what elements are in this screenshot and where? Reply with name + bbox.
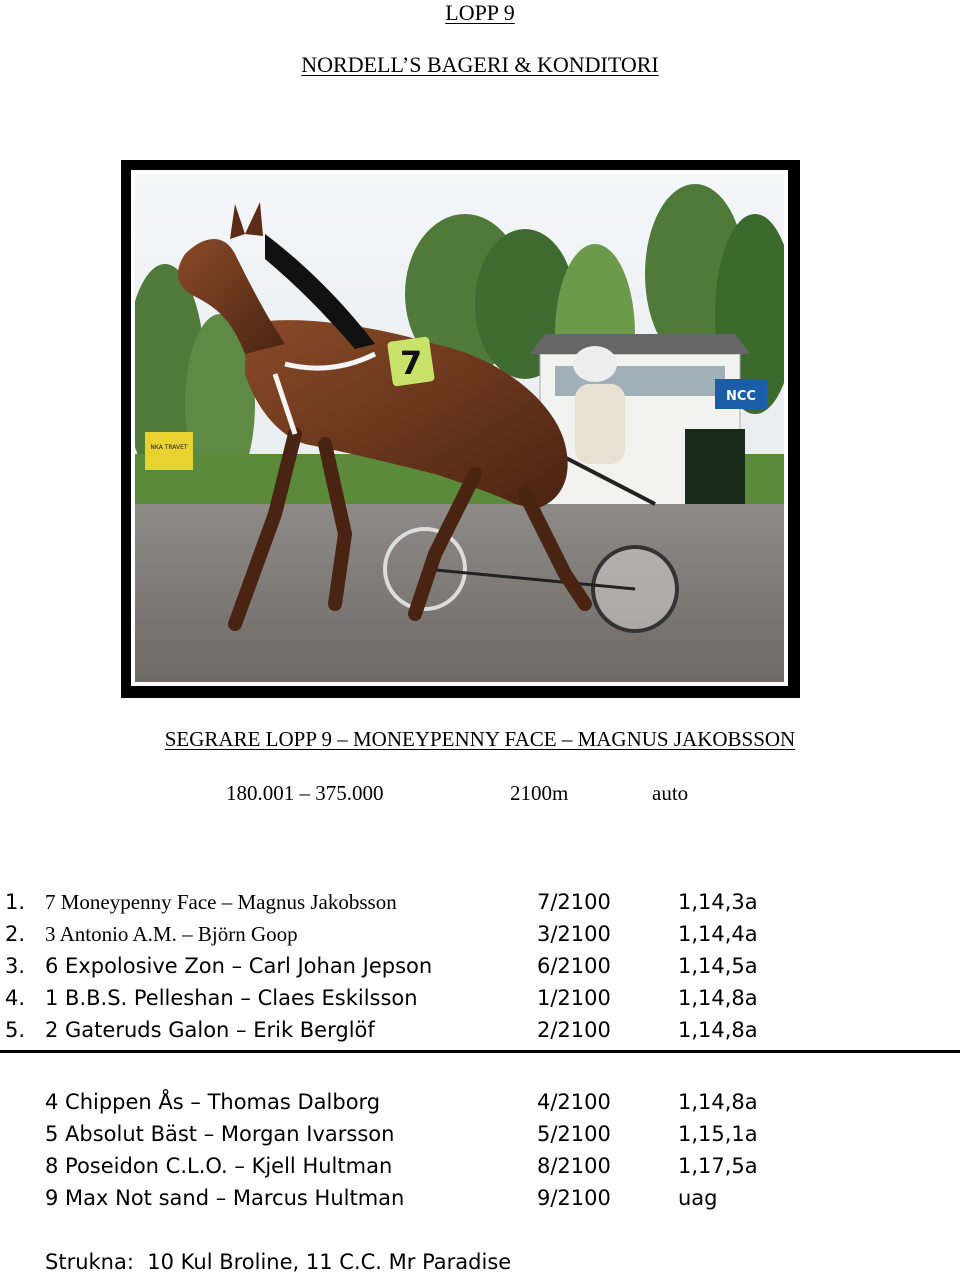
winner-photo xyxy=(121,160,800,698)
placing-post: 7/2100 xyxy=(537,890,611,914)
placing-post: 6/2100 xyxy=(537,954,611,978)
placing-time: 1,14,5a xyxy=(678,954,758,978)
page-title: LOPP 9 xyxy=(445,0,515,25)
divider xyxy=(0,1050,960,1053)
placing-position: 5. xyxy=(5,1018,26,1042)
placing-time: 1,14,8a xyxy=(678,986,758,1010)
other-time: uag xyxy=(678,1186,718,1210)
other-post: 5/2100 xyxy=(537,1122,611,1146)
winner-heading: SEGRARE LOPP 9 – MONEYPENNY FACE – MAGNUS JAKOBSSON xyxy=(164,727,796,751)
scratched-horses: Strukna: 10 Kul Broline, 11 C.C. Mr Paradise xyxy=(45,1250,512,1274)
other-post: 9/2100 xyxy=(537,1186,611,1210)
placing-position: 3. xyxy=(5,954,26,978)
placing-horse: 7 Moneypenny Face – Magnus Jakobsson xyxy=(45,890,397,914)
placing-horse: 2 Gateruds Galon – Erik Berglöf xyxy=(45,1018,375,1042)
harness-racing-photo xyxy=(135,174,784,682)
placing-position: 4. xyxy=(5,986,26,1010)
other-time: 1,17,5a xyxy=(678,1154,758,1178)
other-horse: 4 Chippen Ås – Thomas Dalborg xyxy=(45,1090,381,1114)
banner-text: NKA TRAVET xyxy=(150,444,188,451)
placing-horse: 3 Antonio A.M. – Björn Goop xyxy=(45,922,298,946)
placing-position: 1. xyxy=(5,890,26,914)
sign-text: NCC xyxy=(726,389,756,404)
other-time: 1,15,1a xyxy=(678,1122,758,1146)
placing-time: 1,14,8a xyxy=(678,1018,758,1042)
placing-post: 3/2100 xyxy=(537,922,611,946)
placing-post: 2/2100 xyxy=(537,1018,611,1042)
other-horse: 8 Poseidon C.L.O. – Kjell Hultman xyxy=(45,1154,393,1178)
sponsor-heading: NORDELL’S BAGERI & KONDITORI xyxy=(301,52,659,77)
other-horse: 5 Absolut Bäst – Morgan Ivarsson xyxy=(45,1122,395,1146)
other-time: 1,14,8a xyxy=(678,1090,758,1114)
race-prize: 180.001 – 375.000 xyxy=(226,781,384,805)
other-post: 8/2100 xyxy=(537,1154,611,1178)
saddle-number: 7 xyxy=(399,344,423,382)
race-distance: 2100m xyxy=(510,781,569,805)
placing-horse: 1 B.B.S. Pelleshan – Claes Eskilsson xyxy=(45,986,418,1010)
placing-post: 1/2100 xyxy=(537,986,611,1010)
placing-time: 1,14,4a xyxy=(678,922,758,946)
other-post: 4/2100 xyxy=(537,1090,611,1114)
other-horse: 9 Max Not sand – Marcus Hultman xyxy=(45,1186,405,1210)
placing-position: 2. xyxy=(5,922,26,946)
placing-time: 1,14,3a xyxy=(678,890,758,914)
race-start-type: auto xyxy=(652,781,689,805)
placing-horse: 6 Expolosive Zon – Carl Johan Jepson xyxy=(45,954,433,978)
